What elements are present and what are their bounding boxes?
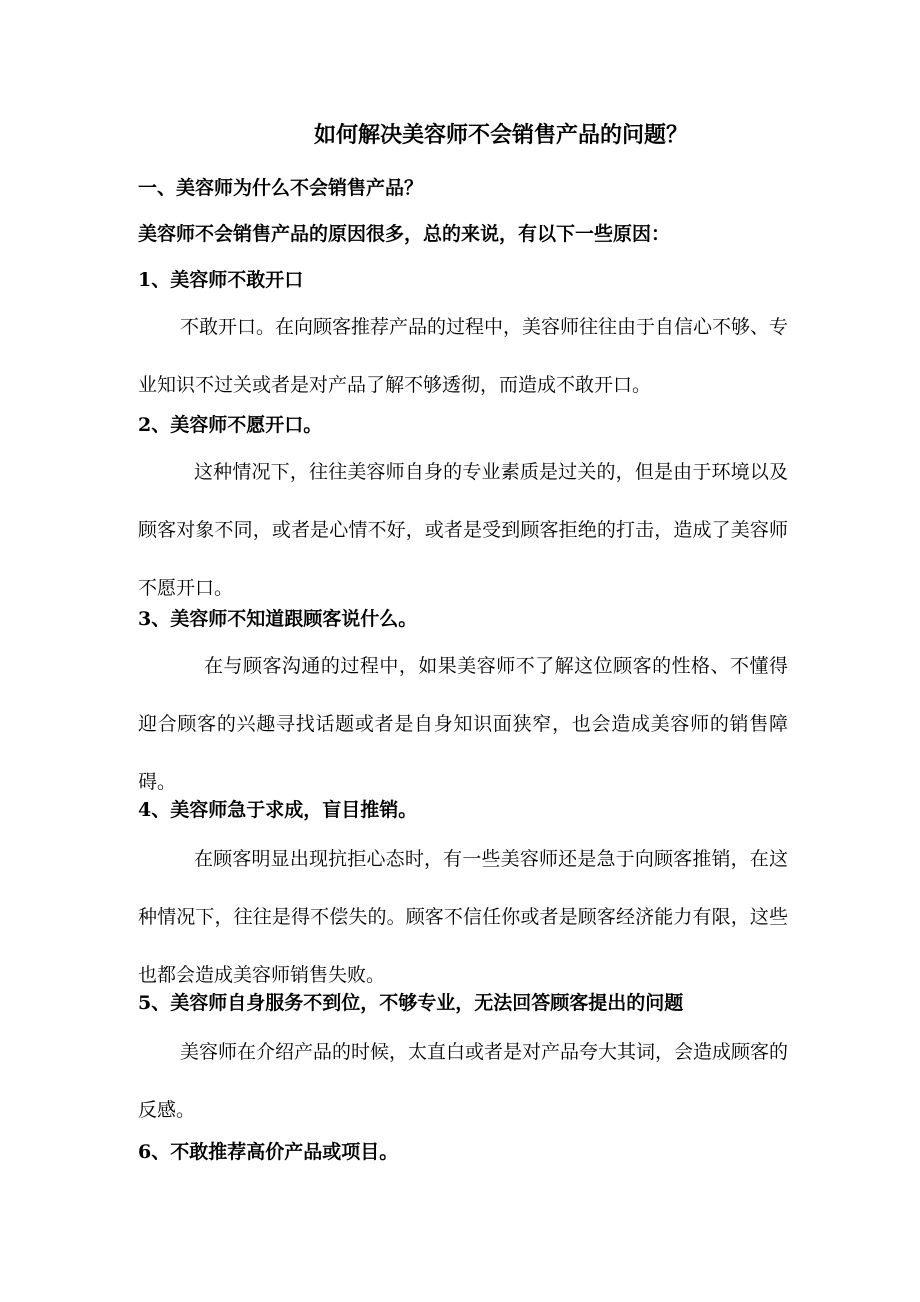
intro-text: 美容师不会销售产品的原因很多，总的来说，有以下一些原因： <box>138 223 671 245</box>
item-5-heading: 5、美容师自身服务不到位，不够专业，无法回答顾客提出的问题 <box>138 992 684 1014</box>
item-3-heading: 3、美容师不知道跟顾客说什么。 <box>138 608 418 630</box>
item-2-heading: 2、美容师不愿开口。 <box>138 414 323 436</box>
item-6-heading: 6、不敢推荐高价产品或项目。 <box>138 1141 399 1163</box>
item-3-body: 在与顾客沟通的过程中，如果美容师不了解这位顾客的性格、不懂得迎合顾客的兴趣寻找话题或者是自身知识面狭窄，也会造成美容师的销售障碍。 <box>138 655 788 793</box>
item-1-heading: 1、美容师不敢开口 <box>138 269 304 291</box>
item-1-body: 不敢开口。在向顾客推荐产品的过程中，美容师往往由于自信心不够、专业知识不过关或者是对产品了解不够透彻，而造成不敢开口。 <box>138 316 789 396</box>
item-5-body: 美容师在介绍产品的时候，太直白或者是对产品夸大其词，会造成顾客的反感。 <box>138 1041 789 1121</box>
item-2-body: 这种情况下，往往美容师自身的专业素质是过关的，但是由于环境以及顾客对象不同，或者是心情不好，或者是受到顾客拒绝的打击，造成了美容师不愿开口。 <box>138 461 788 599</box>
item-4-heading: 4、美容师急于求成，盲目推销。 <box>138 799 418 821</box>
item-4-body: 在顾客明显出现抗拒心态时，有一些美容师还是急于向顾客推销，在这种情况下，往往是得不偿失的。顾客不信任你或者是顾客经济能力有限，这些也都会造成美容师销售失败。 <box>138 848 788 986</box>
section-heading: 一、美容师为什么不会销售产品？ <box>138 177 424 199</box>
document-title: 如何解决美容师不会销售产品的问题？ <box>314 122 689 148</box>
